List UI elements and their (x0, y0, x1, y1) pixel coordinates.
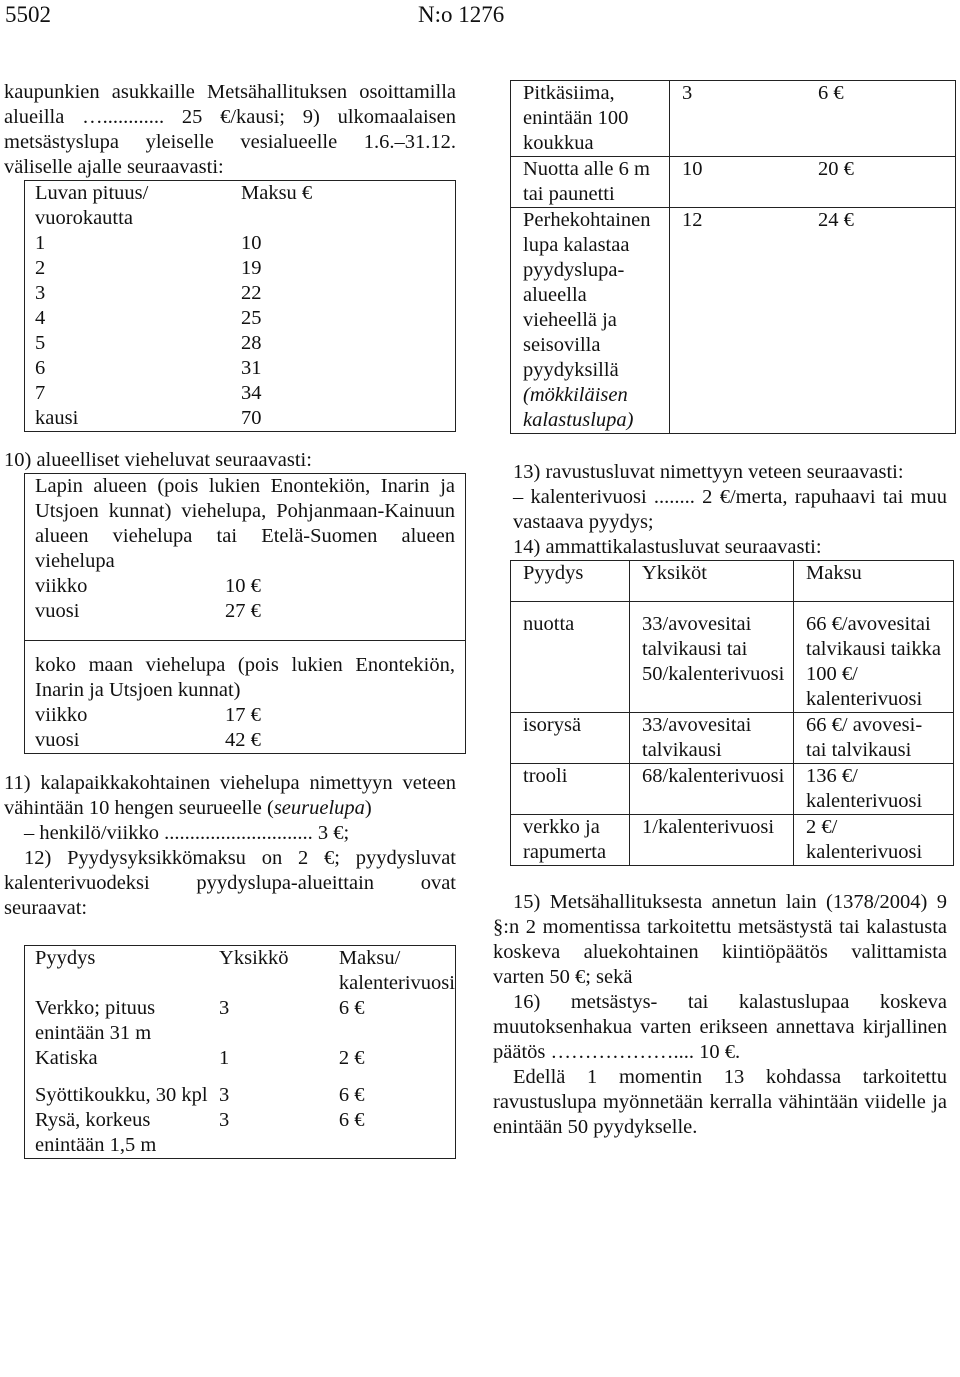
table-row (25, 281, 456, 306)
fee-header: Maksu € (241, 182, 313, 204)
table-row (25, 1108, 456, 1159)
item-11-italic: seuruelupa (273, 797, 365, 819)
days-cell: 7 (35, 382, 46, 404)
gear-header: Pyydys (511, 561, 630, 602)
item-13-fee-line: – kalenterivuosi ........ 2 €/merta, rapuhaavi tai muu vastaava pyydys; (513, 486, 947, 533)
unit-header: Yksikkö (219, 947, 289, 969)
table-row (25, 306, 456, 331)
gear-cell: isorysä (511, 713, 630, 764)
table-row (511, 764, 954, 815)
national-lure-permit-table (24, 641, 466, 754)
fee-cell: 42 € (225, 729, 261, 751)
days-cell: 3 (35, 282, 46, 304)
unit-cell: 3 (219, 997, 230, 1019)
fee-cell: 10 (241, 232, 262, 254)
table-row (25, 703, 466, 728)
fee-cell: 66 €/ avovesi- tai talvikausi (794, 713, 954, 764)
fee-cell: 2 €/ kalenterivuosi (794, 815, 954, 866)
units-header: Yksiköt (630, 561, 794, 602)
commercial-fishing-table (510, 560, 954, 866)
unit-cell: 12 (670, 208, 807, 434)
table-row (25, 256, 456, 281)
gear-cell: Pitkäsiima, enintään 100 koukkua (511, 81, 670, 157)
gear-cell: trooli (511, 764, 630, 815)
table-row (25, 356, 456, 381)
unit-cell: 10 (670, 157, 807, 208)
item-13-heading: 13) ravustusluvat nimettyyn veteen seuraavasti: (513, 461, 904, 483)
duration-header: Luvan pituus/ vuorokautta (35, 182, 149, 229)
table-row (511, 713, 954, 764)
table-row (511, 208, 956, 434)
gear-cell (511, 208, 670, 434)
table-row (25, 474, 466, 575)
item-16-paragraph: 16) metsästys- tai kalastuslupaa koskeva muutoksenhakua varten erikseen annettava kirjallinen päätös ……………….... 10 €. (493, 991, 947, 1063)
fee-cell: 6 € (338, 997, 365, 1019)
days-cell: 2 (35, 257, 46, 279)
item-10-heading: 10) alueelliset vieheluvat seuraavasti: (4, 449, 312, 471)
table-row (25, 996, 456, 1046)
item-12-paragraph: 12) Pyydysyksikkömaksu on 2 €; pyydysluvat kalenterivuodeksi pyydyslupa-alueittain ovat seuraavat: (4, 847, 456, 919)
days-cell: 6 (35, 357, 46, 379)
table-row (511, 81, 956, 157)
table-row (25, 406, 456, 432)
table-row (25, 381, 456, 406)
gear-cell: Verkko; pituus enintään 31 m (35, 997, 156, 1044)
item-11-paragraph (4, 771, 456, 821)
table-header-row (25, 946, 456, 997)
item-14-heading: 14) ammattikalastusluvat seuraavasti: (513, 536, 822, 558)
fee-cell: 24 € (806, 208, 956, 434)
fee-cell: 6 € (806, 81, 956, 157)
gear-cell: Syöttikoukku, 30 kpl (35, 1084, 208, 1106)
gear-header: Pyydys (35, 947, 96, 969)
table-row (25, 231, 456, 256)
fee-cell: 6 € (338, 1084, 365, 1106)
regional-lure-permit-table (24, 473, 466, 641)
fee-cell: 25 (241, 307, 262, 329)
gear-license-table (24, 945, 456, 1159)
table-row (511, 815, 954, 866)
unit-cell: 3 (219, 1084, 230, 1106)
fee-cell: 10 € (225, 575, 261, 597)
period-cell: vuosi (35, 729, 80, 751)
table-row (25, 331, 456, 356)
fee-header: Maksu/ kalenterivuosi (338, 947, 455, 994)
issue-number: N:o 1276 (418, 2, 505, 27)
family-permit-text: Perhekohtainen lupa kalastaa pyydyslupa-alueella vieheellä ja seisovilla pyydyksillä (523, 209, 651, 381)
table-row (25, 653, 466, 703)
days-cell: 5 (35, 332, 46, 354)
days-cell: 4 (35, 307, 46, 329)
page-number: 5502 (5, 2, 51, 27)
license-duration-table (24, 180, 456, 432)
unit-cell: 3 (670, 81, 807, 157)
table-row (511, 602, 954, 713)
units-cell: 33/avovesitai talvikausi (630, 713, 794, 764)
period-cell: viikko (35, 704, 88, 726)
item-15-paragraph: 15) Metsähallituksesta annetun lain (1378/2004) 9 §:n 2 momentissa tarkoitettu metsästystä tai kalastusta koskeva aluekohtainen kiintiöpäätös valittamista varten 50 €; sekä (493, 891, 947, 988)
table-row (25, 728, 466, 754)
fee-cell: 136 €/ kalenterivuosi (794, 764, 954, 815)
fee-cell: 70 (241, 407, 262, 429)
fee-cell: 19 (241, 257, 262, 279)
table-row (25, 599, 466, 624)
units-cell: 33/avovesitai talvikausi tai 50/kalenterivuosi (630, 602, 794, 713)
family-permit-italic: (mökkiläisen kalastuslupa) (523, 384, 634, 431)
item-11-text: 11) kalapaikkakohtainen viehelupa nimettyyn veteen vähintään 10 hengen seurueelle ( (4, 772, 456, 819)
fee-cell: 2 € (338, 1047, 365, 1069)
item-11-fee-line: – henkilö/viikko ............................. 3 €; (24, 822, 350, 844)
fee-cell: 20 € (806, 157, 956, 208)
period-cell: vuosi (35, 600, 80, 622)
table-row (511, 157, 956, 208)
intro-paragraph: kaupunkien asukkaille Metsähallituksen osoittamilla alueilla …............ 25 €/kausi; 9) ulkomaalaisen metsästyslupa yleiselle vesialueelle 1.6.–31.12. väliselle ajalle seuraavasti: (4, 81, 456, 178)
days-cell: kausi (35, 407, 79, 429)
table-row (25, 1083, 456, 1108)
national-permit-description: koko maan viehelupa (pois lukien Enontekiön, Inarin ja Utsjoen kunnat) (35, 654, 455, 701)
table-row (25, 1046, 456, 1071)
fee-cell: 17 € (225, 704, 261, 726)
units-cell: 68/kalenterivuosi (630, 764, 794, 815)
final-paragraph: Edellä 1 momentin 13 kohdassa tarkoitettu ravustuslupa myönnetään kerralla vähintään viidelle ja enintään 50 pyydykselle. (493, 1066, 947, 1138)
fee-header: Maksu (794, 561, 954, 602)
fee-cell: 34 (241, 382, 262, 404)
table-header-row (25, 181, 456, 232)
gear-cell: Nuotta alle 6 m tai paunetti (511, 157, 670, 208)
left-column (4, 80, 456, 1159)
units-cell: 1/kalenterivuosi (630, 815, 794, 866)
gear-cell: Rysä, korkeus enintään 1,5 m (35, 1109, 157, 1156)
unit-cell: 3 (219, 1109, 230, 1131)
right-column (493, 80, 947, 1140)
days-cell: 1 (35, 232, 46, 254)
table-header-row (511, 561, 954, 602)
fee-cell: 28 (241, 332, 262, 354)
fee-cell: 31 (241, 357, 262, 379)
period-cell: viikko (35, 575, 88, 597)
fee-cell: 22 (241, 282, 262, 304)
gear-cell: Katiska (35, 1047, 98, 1069)
table-row (25, 574, 466, 599)
gear-cell: nuotta (511, 602, 630, 713)
gear-cell: verkko ja rapumerta (511, 815, 630, 866)
fee-cell: 6 € (338, 1109, 365, 1131)
fee-cell: 66 €/avovesitai talvikausi taikka 100 €/ kalenterivuosi (794, 602, 954, 713)
fee-cell: 27 € (225, 600, 261, 622)
gear-license-table-continued (510, 80, 956, 434)
unit-cell: 1 (219, 1047, 230, 1069)
item-11-close: ) (364, 797, 372, 819)
regional-permit-description: Lapin alueen (pois lukien Enontekiön, Inarin ja Utsjoen kunnat) viehelupa, Pohjanmaan-Kainuun alueen viehelupa tai Etelä-Suomen alueen viehelupa (35, 475, 455, 572)
